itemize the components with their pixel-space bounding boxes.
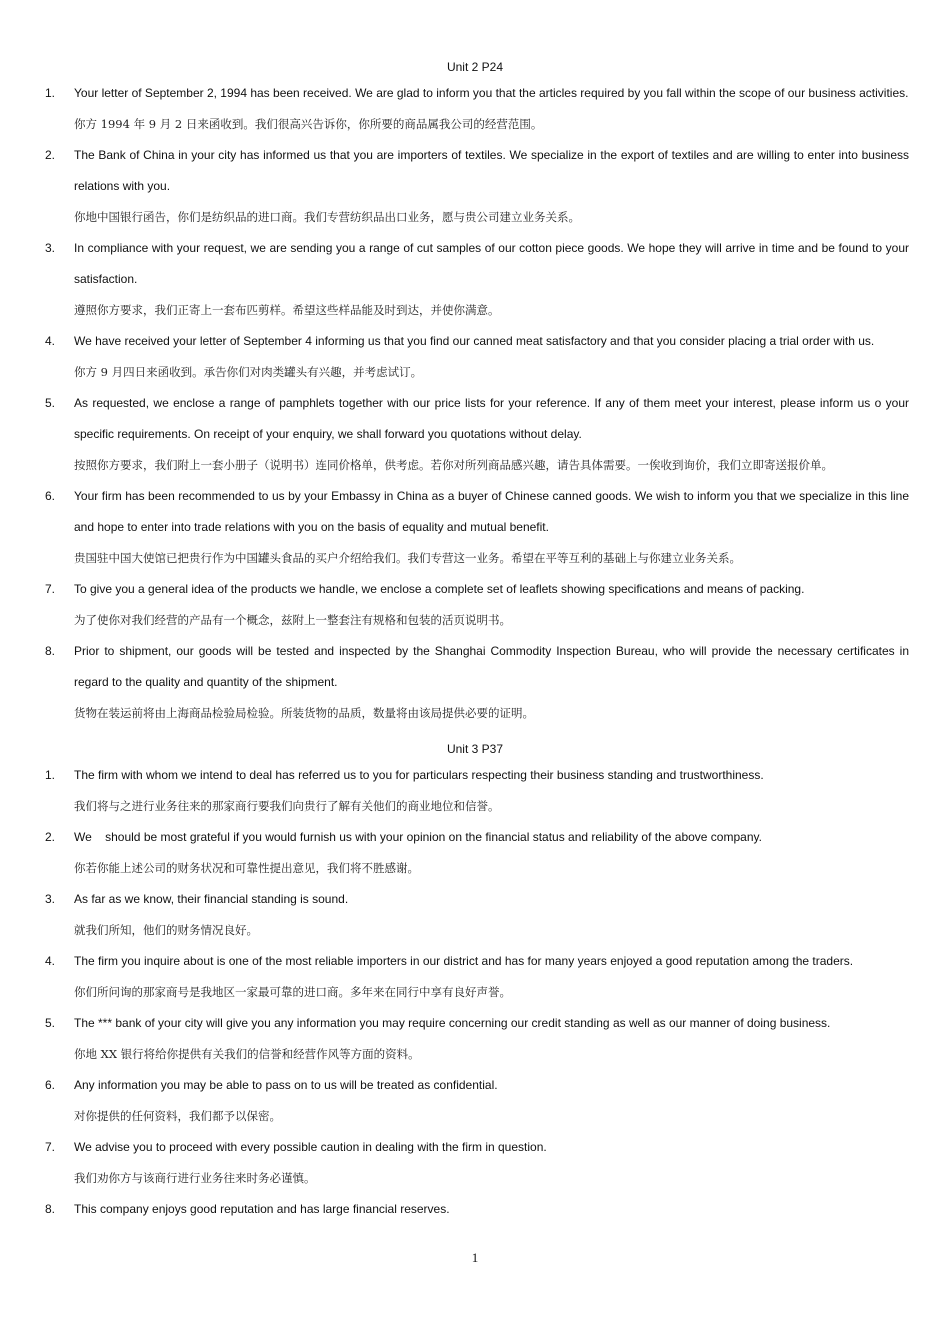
- list-item: [0, 884, 950, 946]
- english-sentence: The *** bank of your city will give you any information you may require concerning our credit standing as well as our manner of doing business.: [74, 1016, 831, 1030]
- item-number: 8.: [45, 1202, 56, 1216]
- english-sentence: Your letter of September 2, 1994 has been received. We are glad to inform you that the articles required by you fall within the scope of our business activities.: [74, 86, 909, 100]
- english-sentence: We should be most grateful if you would furnish us with your opinion on the financial status and reliability of the above company.: [74, 830, 762, 844]
- list-item: [0, 1194, 950, 1225]
- english-sentence: We have received your letter of September 4 informing us that you find our canned meat satisfactory and that you consider placing a trial order with us.: [74, 334, 875, 348]
- item-number: 4.: [45, 954, 56, 968]
- english-sentence: As far as we know, their financial standing is sound.: [74, 892, 349, 906]
- english-sentence: Any information you may be able to pass on to us will be treated as confidential.: [74, 1078, 498, 1092]
- chinese-translation: 遵照你方要求，我们正寄上一套布匹剪样。希望这些样品能及时到达，并使你满意。: [74, 303, 500, 317]
- english-sentence: Prior to shipment, our goods will be tested and inspected by the Shanghai Commodity Inspection Bureau, who will provide the necessary certificates in regard to the quality and quantity of the shipment.: [74, 644, 909, 689]
- list-item: [0, 636, 950, 729]
- english-sentence: To give you a general idea of the products we handle, we enclose a complete set of leaflets showing specifications and means of packing.: [74, 582, 805, 596]
- unit3-list: [0, 760, 950, 1225]
- item-number: 7.: [45, 582, 56, 596]
- item-number: 4.: [45, 334, 56, 348]
- chinese-translation: 你若你能上述公司的财务状况和可靠性提出意见，我们将不胜感谢。: [74, 861, 419, 875]
- list-item: [0, 233, 950, 326]
- chinese-translation: 我们劝你方与该商行进行业务往来时务必谨慎。: [74, 1171, 316, 1185]
- unit2-list: [0, 78, 950, 729]
- list-item: [0, 1070, 950, 1132]
- english-sentence: In compliance with your request, we are sending you a range of cut samples of our cotton piece goods. We hope they will arrive in time and be found to your satisfaction.: [74, 241, 909, 286]
- page-number: 1: [471, 1250, 479, 1265]
- list-item: [0, 481, 950, 574]
- list-item: [0, 574, 950, 636]
- chinese-translation: 你地 XX 银行将给你提供有关我们的信誉和经营作风等方面的资料。: [74, 1047, 420, 1061]
- chinese-translation: 你们所问询的那家商号是我地区一家最可靠的进口商。多年来在同行中享有良好声誉。: [74, 985, 511, 999]
- english-sentence: The firm you inquire about is one of the most reliable importers in our district and has for many years enjoyed a good reputation among the traders.: [74, 954, 854, 968]
- list-item: [0, 78, 950, 140]
- list-item: [0, 388, 950, 481]
- english-sentence: The firm with whom we intend to deal has referred us to you for particulars respecting their business standing and trustworthiness.: [74, 768, 764, 782]
- chinese-translation: 按照你方要求，我们附上一套小册子（说明书）连同价格单，供考虑。若你对所列商品感兴趣，请告具体需要。一俟收到询价，我们立即寄送报价单。: [74, 458, 833, 472]
- chinese-translation: 你方 9 月四日来函收到。承告你们对肉类罐头有兴趣，并考虑试订。: [74, 365, 423, 379]
- list-item: [0, 326, 950, 388]
- english-sentence: Your firm has been recommended to us by your Embassy in China as a buyer of Chinese canned goods. We wish to inform you that we specialize in this line and hope to enter into trade relations with you on the basis of equality and mutual benefit.: [74, 489, 909, 534]
- list-item: [0, 760, 950, 822]
- english-sentence: As requested, we enclose a range of pamphlets together with our price lists for your reference. If any of them meet your interest, please inform us o your specific requirements. On receipt of your enquiry, we shall forward you quotations without delay.: [74, 396, 909, 441]
- item-number: 8.: [45, 644, 56, 658]
- item-number: 1.: [45, 768, 56, 782]
- item-number: 2.: [45, 148, 56, 162]
- unit3-heading: Unit 3 P37: [446, 742, 504, 756]
- item-number: 3.: [45, 892, 56, 906]
- chinese-translation: 就我们所知，他们的财务情况良好。: [74, 923, 258, 937]
- item-number: 5.: [45, 1016, 56, 1030]
- english-sentence: The Bank of China in your city has informed us that you are importers of textiles. We specialize in the export of textiles and are willing to enter into business relations with you.: [74, 148, 909, 193]
- list-item: [0, 946, 950, 1008]
- chinese-translation: 货物在装运前将由上海商品检验局检验。所装货物的品质，数量将由该局提供必要的证明。: [74, 706, 534, 720]
- list-item: [0, 140, 950, 233]
- chinese-translation: 你方 1994 年 9 月 2 日来函收到。我们很高兴告诉你，你所要的商品属我公司的经营范围。: [74, 117, 543, 131]
- item-number: 1.: [45, 86, 56, 100]
- list-item: [0, 1008, 950, 1070]
- item-number: 6.: [45, 1078, 56, 1092]
- item-number: 2.: [45, 830, 56, 844]
- chinese-translation: 贵国驻中国大使馆已把贵行作为中国罐头食品的买户介绍给我们。我们专营这一业务。希望在平等互利的基础上与你建立业务关系。: [74, 551, 741, 565]
- item-number: 3.: [45, 241, 56, 255]
- item-number: 7.: [45, 1140, 56, 1154]
- chinese-translation: 你地中国银行函告，你们是纺织品的进口商。我们专营纺织品出口业务，愿与贵公司建立业务关系。: [74, 210, 580, 224]
- english-sentence: This company enjoys good reputation and has large financial reserves.: [74, 1202, 450, 1216]
- english-sentence: We advise you to proceed with every possible caution in dealing with the firm in question.: [74, 1140, 547, 1154]
- list-item: [0, 822, 950, 884]
- chinese-translation: 对你提供的任何资料，我们都予以保密。: [74, 1109, 281, 1123]
- chinese-translation: 我们将与之进行业务往来的那家商行要我们向贵行了解有关他们的商业地位和信誉。: [74, 799, 500, 813]
- list-item: [0, 1132, 950, 1194]
- chinese-translation: 为了使你对我们经营的产品有一个概念，兹附上一整套注有规格和包装的活页说明书。: [74, 613, 511, 627]
- item-number: 5.: [45, 396, 56, 410]
- unit2-heading: Unit 2 P24: [446, 60, 504, 74]
- item-number: 6.: [45, 489, 56, 503]
